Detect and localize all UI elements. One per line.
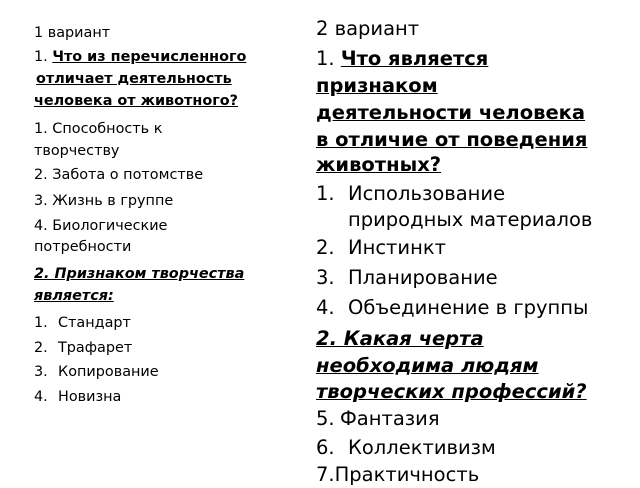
v2-question-1-text-2: признаком (316, 74, 438, 97)
v2-question-2-line-1: 2. Какая черта (316, 327, 484, 350)
v2-question-1-text-3: деятельности человека (316, 101, 586, 124)
v1-question-1-text-1: Что из перечисленного (52, 49, 247, 65)
v1-q1-answer-4-line-2: потребности (34, 239, 132, 255)
v1-q1-answer-2: 2. Забота о потомстве (34, 167, 204, 183)
v1-q1-answer-3: 3. Жизнь в группе (34, 193, 174, 209)
variant-2-header: 2 вариант (316, 17, 420, 40)
v1-q1-answer-1-line-2: творчеству (34, 143, 120, 159)
v2-q1-answer-4: 4. Объединение в группы (316, 296, 589, 319)
v1-q2-answer-1: 1. Стандарт (34, 315, 131, 331)
v1-question-1-number: 1. (34, 49, 48, 65)
v1-q2-answer-2: 2. Трафарет (34, 340, 133, 356)
v1-q2-answer-3: 3. Копирование (34, 364, 159, 380)
v2-q2-answer-5: 5. Фантазия (316, 407, 440, 430)
v2-q1-answer-2: 2. Инстинкт (316, 236, 446, 259)
v1-question-2-line-2: является: (34, 288, 114, 304)
v2-q1-answer-1-line-1: 1. Использование (316, 182, 506, 205)
v2-question-1-text-1: Что является (340, 47, 489, 70)
v1-q1-answer-4-line-1: 4. Биологические (34, 218, 168, 234)
v2-q1-answer-3: 3. Планирование (316, 266, 498, 289)
v2-question-1-number: 1. (316, 47, 335, 70)
v1-q2-answer-4: 4. Новизна (34, 389, 122, 405)
v1-question-1-line-1 (34, 46, 246, 68)
v1-question-1-text-3: человека от животного? (34, 93, 238, 109)
v1-question-1-text-2: отличает деятельность (36, 71, 232, 87)
v2-q2-answer-7: 7.Практичность (316, 463, 480, 486)
v2-question-2-line-2: необходима людям (316, 354, 539, 377)
v2-question-1-text-5: животных? (316, 153, 442, 176)
v2-question-1-text-4: в отличие от поведения (316, 128, 588, 151)
v2-q1-answer-1-line-2: природных материалов (348, 208, 593, 231)
v2-q2-answer-6: 6. Коллективизм (316, 436, 496, 459)
variant-1-header: 1 вариант (34, 25, 111, 41)
v1-question-2-line-1: 2. Признаком творчества (34, 266, 245, 282)
v2-question-1-line-1 (316, 45, 488, 72)
v1-q1-answer-1-line-1: 1. Способность к (34, 121, 163, 137)
v2-question-2-line-3: творческих профессий? (316, 380, 587, 403)
